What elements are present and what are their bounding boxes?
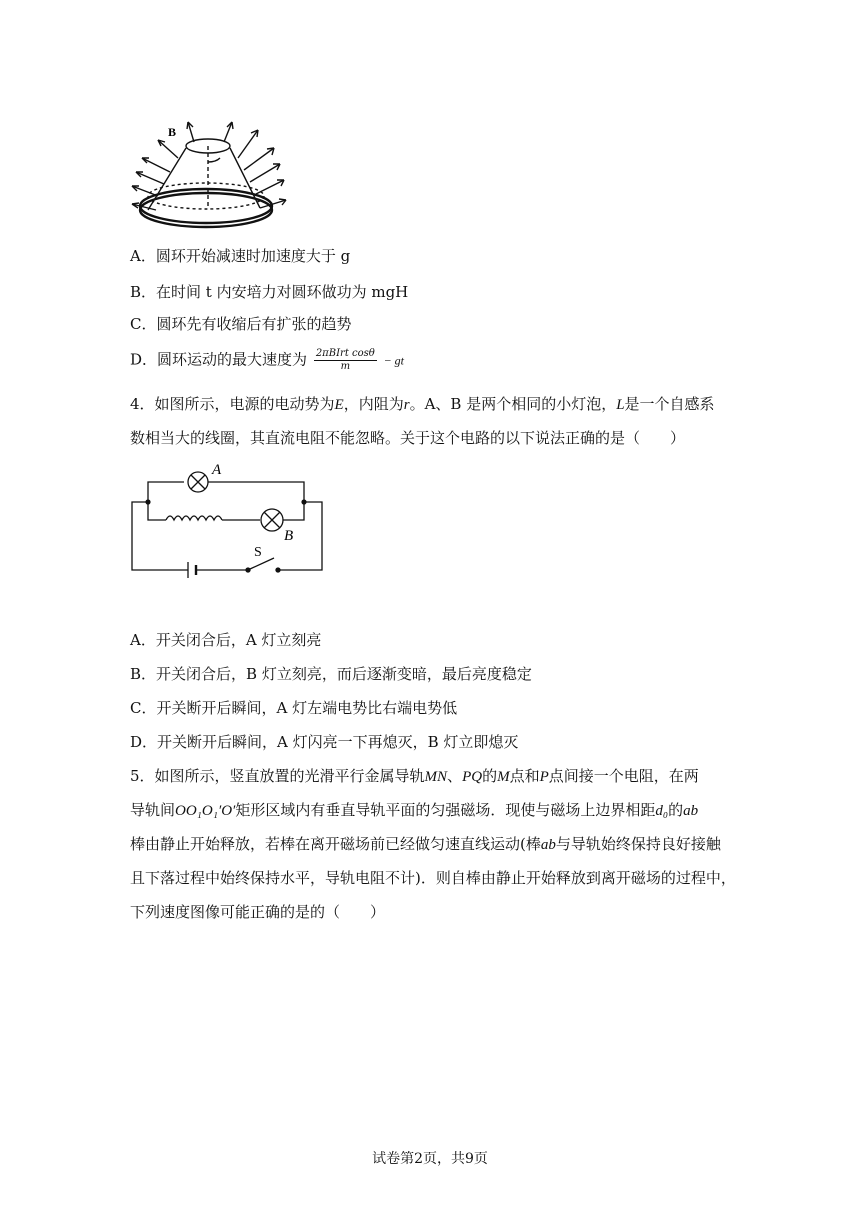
var-l: L [616,397,625,413]
q5-stem-line5: 下列速度图像可能正确的是的（ ） [130,903,386,921]
text: 的 [668,801,684,819]
fraction-numerator: 2πBIrt cosθ [315,348,375,359]
q5-stem-line2 [130,800,698,821]
q5-stem-line3 [130,834,721,855]
q4-stem-line2: 数相当大的线圈，其直流电阻不能忽略。关于这个电路的以下说法正确的是（ ） [130,429,686,447]
lamp-b-label: B [284,528,294,544]
text: 矩形区域内有垂直导轨平面的匀强磁场．现使与磁场上边界相距 [235,801,656,819]
var-ab: ab [540,837,556,853]
var-d0: d₀ [655,803,669,819]
q3-option-d-fraction [314,348,377,373]
text: 、 [447,767,463,785]
q4-stem-line1 [130,394,715,415]
q4-option-d[interactable]: D．开关断开后瞬间，A 灯闪亮一下再熄灭，B 灯立即熄灭 [130,733,519,751]
var-mn: MN [424,769,448,785]
text: 。A、B 是两个相同的小灯泡， [409,395,617,413]
switch-label: S [254,545,262,560]
q3-option-a[interactable]: A．圆环开始减速时加速度大于 g [130,247,351,265]
var-region: OO₁O₁′O′ [175,803,236,819]
text: 是一个自感系 [624,395,715,413]
text: 4．如图所示，电源的电动势为 [130,395,335,413]
var-ab: ab [683,803,699,819]
q3-option-c[interactable]: C．圆环先有收缩后有扩张的趋势 [130,315,352,333]
q3-option-d-prefix: D．圆环运动的最大速度为 [130,350,308,369]
q4-option-b[interactable]: B．开关闭合后，B 灯立刻亮，而后逐渐变暗，最后亮度稳定 [130,665,532,683]
q3-option-d[interactable] [130,348,404,373]
q3-option-d-suffix: − gt [383,353,405,368]
q5-stem-line1 [130,766,699,787]
circuit-figure [126,458,330,582]
text: 的 [482,767,498,785]
text: 导轨间 [130,801,176,819]
var-pq: PQ [462,769,483,785]
q5-stem-line4: 且下落过程中始终保持水平，导轨电阻不计)．则自棒由静止开始释放到离开磁场的过程中， [130,869,736,887]
text: 与导轨始终保持良好接触 [555,835,721,853]
field-label-b: B [168,125,177,139]
var-r: r [403,397,410,413]
text: 点间接一个电阻，在两 [548,767,699,785]
q4-option-a[interactable]: A．开关闭合后，A 灯立刻亮 [130,631,322,649]
cone-ring-figure [128,118,288,234]
var-p: P [539,769,549,785]
q3-option-b[interactable]: B．在时间 t 内安培力对圆环做功为 mgH [130,283,409,301]
fraction-denominator: m [340,361,351,372]
text: 棒由静止开始释放，若棒在离开磁场前已经做匀速直线运动(棒 [130,835,541,853]
var-m: M [497,769,510,785]
page-footer: 试卷第2页，共9页 [372,1151,488,1167]
q4-option-c[interactable]: C．开关断开后瞬间，A 灯左端电势比右端电势低 [130,699,458,717]
text: ，内阻为 [343,395,404,413]
text: 5．如图所示，竖直放置的光滑平行金属导轨 [130,767,425,785]
text: 点和 [509,767,540,785]
lamp-a-label: A [212,462,222,478]
var-e: E [334,397,344,413]
